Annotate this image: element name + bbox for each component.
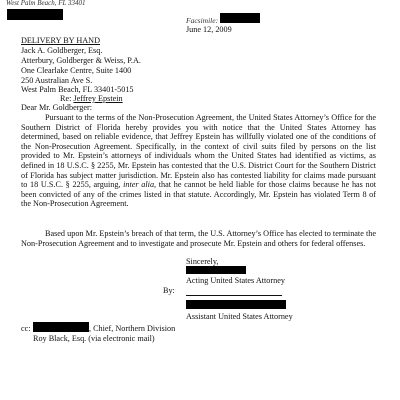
address-line: Atterbury, Goldberger & Weiss, P.A. (21, 56, 141, 65)
cc-line: , Chief, Northern Division (89, 324, 176, 333)
cc-label: cc: (21, 324, 31, 333)
body-paragraph (21, 229, 376, 248)
paragraph-text: Pursuant to the terms of the Non-Prosecution Agreement, the United States Attorney’s Office for the Southern District of Florida hereby provides you with notice that the United States Attorney has determined, based on reliable evidence, that Jeffrey Epstein has willfully violated one of the conditions of the Non-Prosecution Agreement. Specifically, in the context of civil suits filed by persons on the list provided to Mr. Epstein’s attorneys of individuals whom the United States had identified as victims, as defined in 18 U.S.C. § 2255, Mr. Epstein has contested that the U.S. District Court for the Southern District of Florida has subject matter jurisdiction. (21, 113, 376, 180)
redaction-block (7, 9, 63, 20)
by-label: By: (163, 286, 175, 295)
redaction-block (186, 266, 246, 274)
letterhead-location: West Palm Beach, FL 33401 (6, 0, 86, 7)
redaction-block (220, 13, 260, 23)
paragraph-text: , that he cannot be held liable for those claims because he has not been convicted of any of the crimes listed in that statute. Accordingly, Mr. Epstein has violated Term 8 of the Non-Prosecution Agreement. (21, 180, 377, 209)
closing: Sincerely, (186, 257, 219, 266)
redaction-block (186, 300, 286, 309)
letter-date: June 12, 2009 (186, 25, 232, 34)
facsimile-label: Facsimile: (186, 16, 219, 25)
body-paragraph (21, 113, 376, 209)
salutation: Dear Mr. Goldberger: (21, 103, 93, 112)
paragraph-text: Based upon Mr. Epstein’s breach of that term, the U.S. Attorney’s Office has elected to terminate the Non-Prosecution Agreement and to investigate and prosecute Mr. Epstein and others for federal offenses. (21, 229, 376, 248)
signature-title: Acting United States Attorney (186, 276, 285, 285)
address-line: 250 Australian Ave S. (21, 76, 93, 85)
by-title: Assistant United States Attorney (186, 312, 293, 321)
re-subject: Jeffrey Epstein (73, 94, 123, 103)
address-line: Jack A. Goldberger, Esq. (21, 46, 103, 55)
cc-line: Roy Black, Esq. (via electronic mail) (33, 334, 155, 343)
latin-phrase: inter alia (123, 180, 155, 190)
address-line: West Palm Beach, FL 33401-5015 (21, 85, 134, 94)
delivery-method: DELIVERY BY HAND (21, 36, 100, 45)
redaction-block (33, 322, 89, 332)
address-line: One Clearlake Centre, Suite 1400 (21, 66, 132, 75)
signature-line (186, 295, 282, 296)
paragraph-text: Mr. Epstein also has contested liability for claims made pursuant to 18 U.S.C. § 2255, arguing, (21, 170, 377, 190)
re-label: Re: (60, 94, 72, 103)
